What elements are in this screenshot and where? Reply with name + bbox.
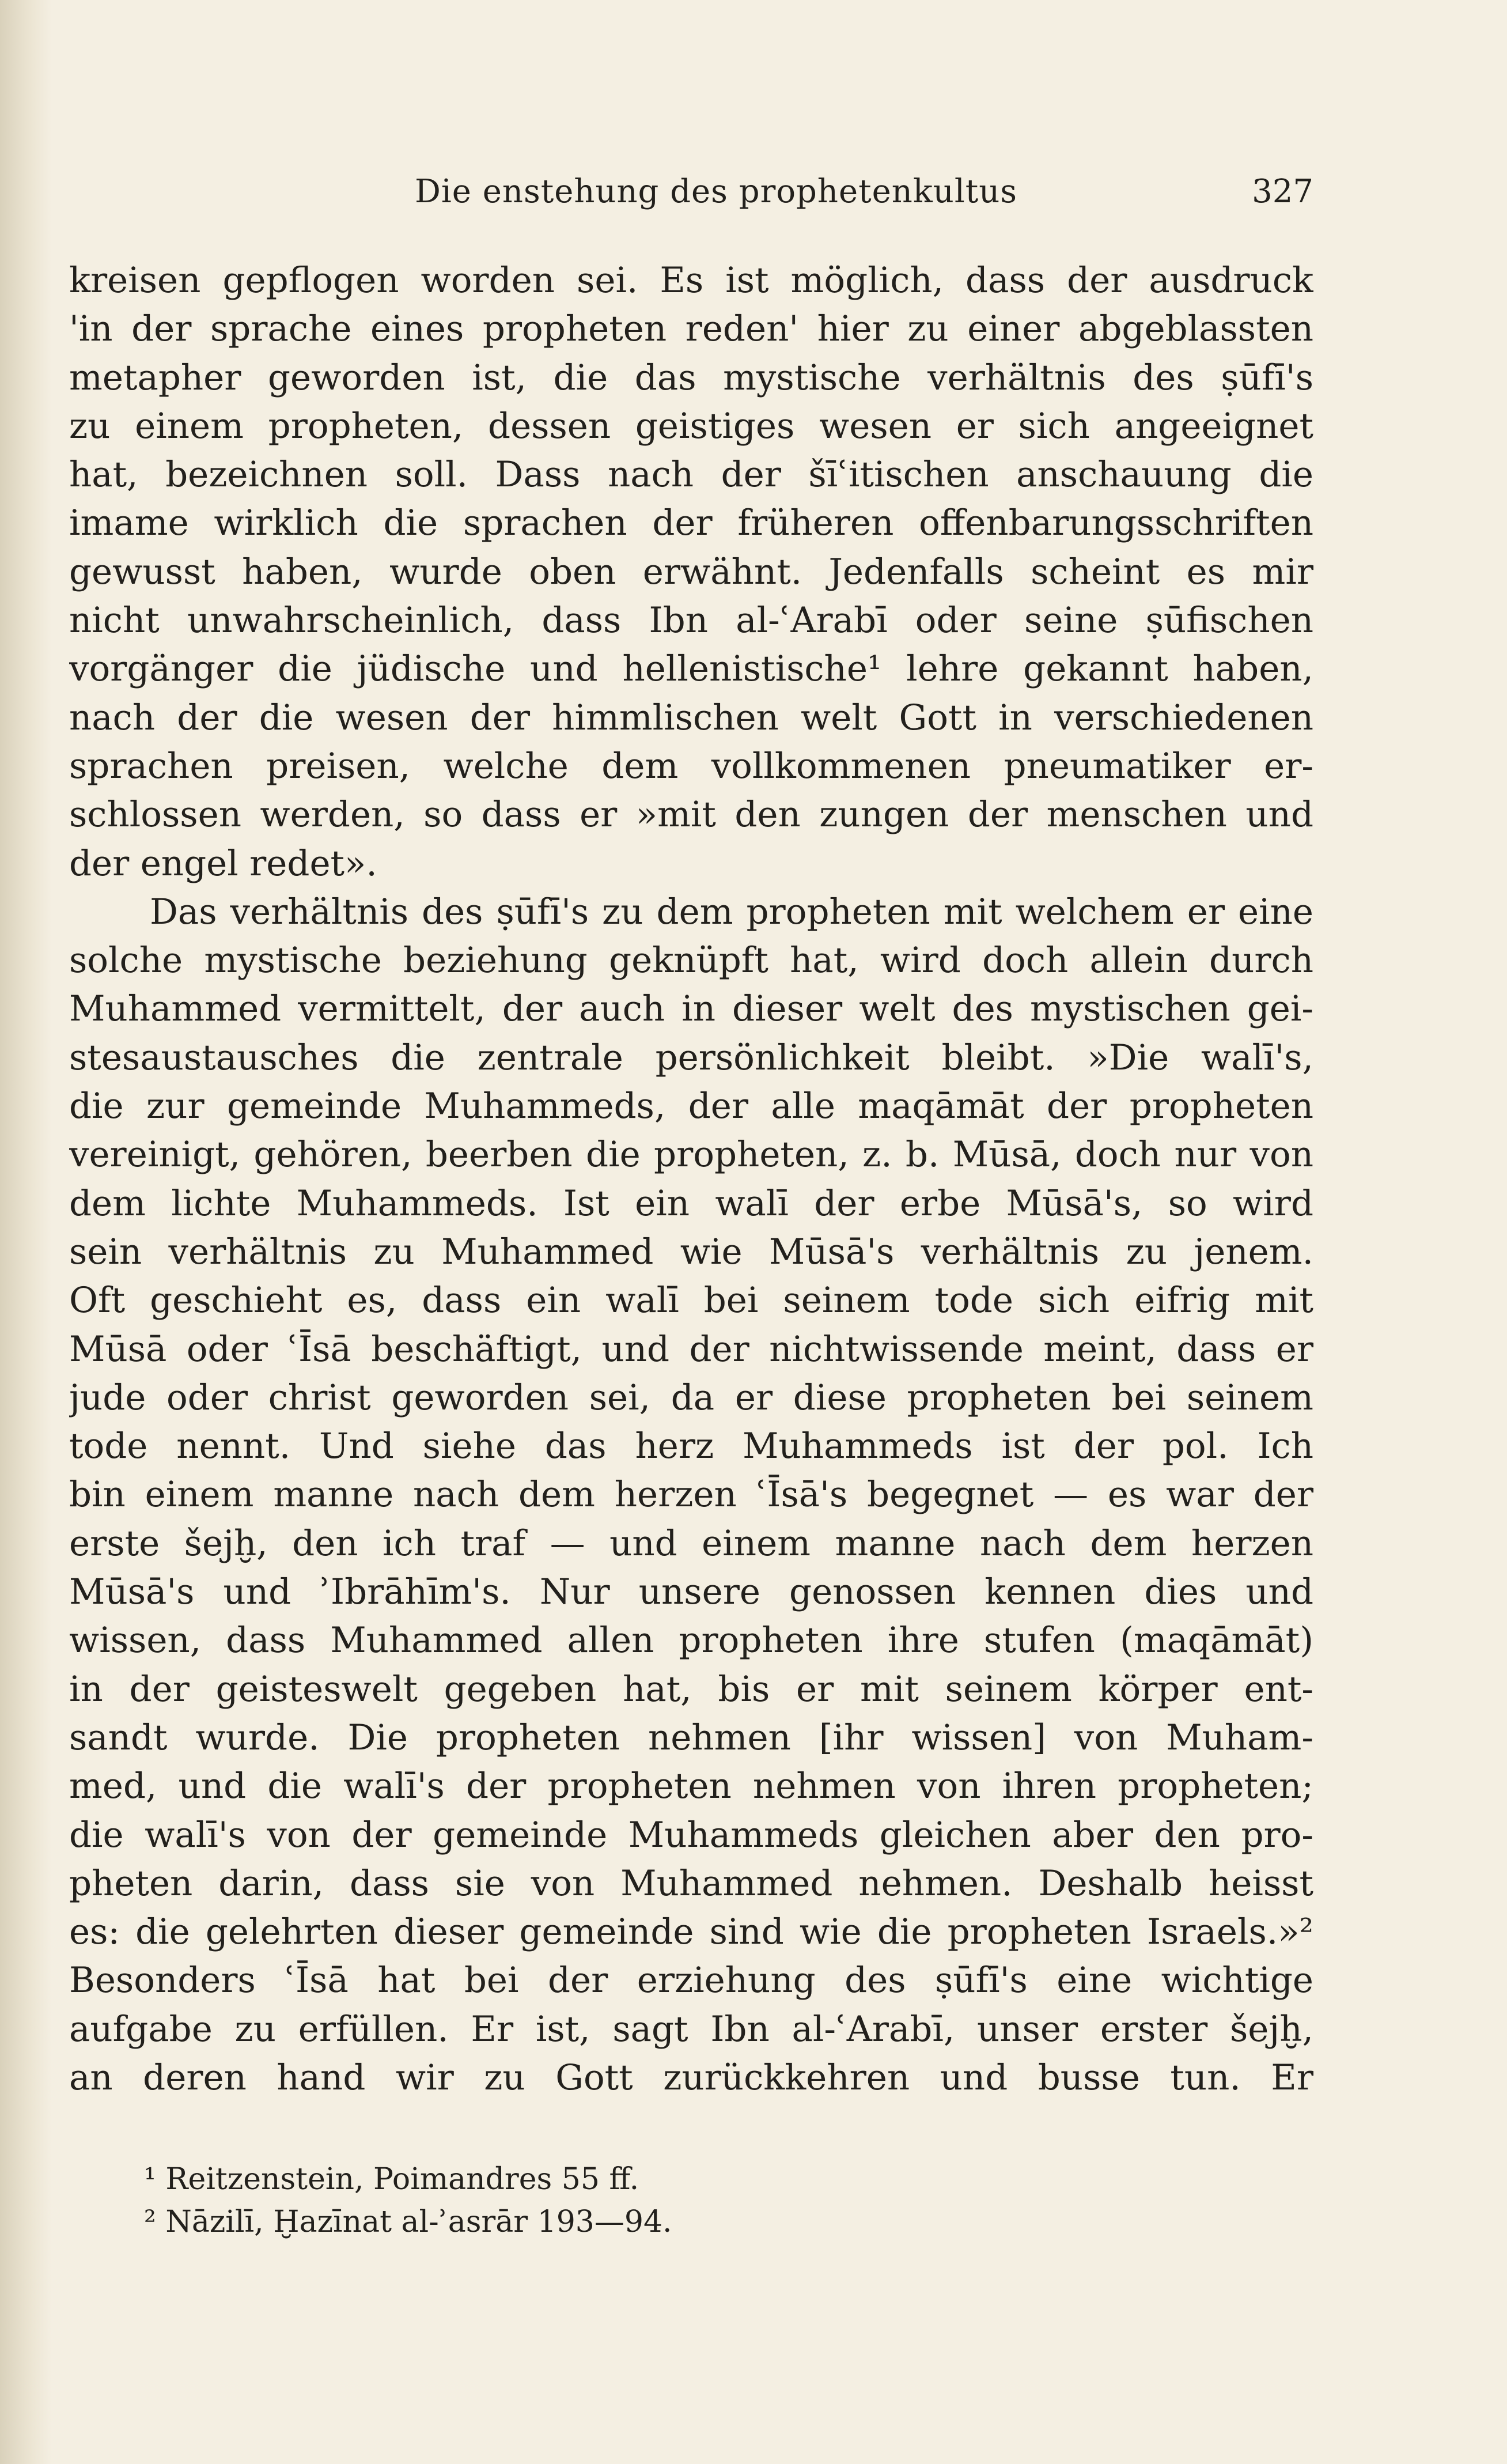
text-line: Das verhältnis des ṣūfī's zu dem propheten mit welchem er eine	[150, 891, 1313, 932]
text-line: Besonders ʿĪsā hat bei der erziehung des ṣūfī's eine wichtige	[69, 1960, 1313, 2001]
text-line: stesaustausches die zentrale persönlichkeit bleibt. »Die walī's,	[69, 1037, 1313, 1078]
page-edge-shadow	[0, 0, 52, 2464]
text-line: zu einem propheten, dessen geistiges wesen er sich angeeignet	[69, 405, 1313, 447]
body-text	[69, 256, 1313, 2102]
text-line: sprachen preisen, welche dem vollkommenen pneumatiker er-	[69, 745, 1313, 787]
text-line: imame wirklich die sprachen der früheren offenbarungsschriften	[69, 502, 1313, 544]
text-line: dem lichte Muhammeds. Ist ein walī der erbe Mūsā's, so wird	[69, 1182, 1313, 1224]
text-line: wissen, dass Muhammed allen propheten ihre stufen (maqāmāt)	[69, 1620, 1313, 1661]
text-line: sein verhältnis zu Muhammed wie Mūsā's verhältnis zu jenem.	[69, 1231, 1313, 1272]
text-line: hat, bezeichnen soll. Dass nach der šīʿitischen anschauung die	[69, 454, 1313, 496]
text-line: vereinigt, gehören, beerben die propheten, z. b. Mūsā, doch nur von	[69, 1134, 1313, 1176]
text-line: erste šejḫ, den ich traf — und einem manne nach dem herzen	[69, 1522, 1313, 1564]
text-line: in der geisteswelt gegeben hat, bis er mit seinem körper ent-	[69, 1668, 1313, 1710]
text-line: an deren hand wir zu Gott zurückkehren und busse tun. Er	[69, 2057, 1313, 2098]
text-line: gewusst haben, wurde oben erwähnt. Jedenfalls scheint es mir	[69, 551, 1313, 592]
text-line: 'in der sprache eines propheten reden' hier zu einer abgeblassten	[69, 308, 1313, 350]
text-line: es: die gelehrten dieser gemeinde sind wie die propheten Israels.»²	[69, 1911, 1313, 1953]
text-line: aufgabe zu erfüllen. Er ist, sagt Ibn al-ʿArabī, unser erster šejḫ,	[69, 2008, 1313, 2050]
footnote-2: ² Nāzilī, Ḫazīnat al-ʾasrār 193—94.	[144, 2205, 672, 2239]
text-line: die walī's von der gemeinde Muhammeds gleichen aber den pro-	[69, 1814, 1313, 1855]
text-line: Muhammed vermittelt, der auch in dieser welt des mystischen gei-	[69, 988, 1313, 1030]
text-line: jude oder christ geworden sei, da er diese propheten bei seinem	[69, 1377, 1313, 1418]
text-line: vorgänger die jüdische und hellenistische¹ lehre gekannt haben,	[69, 648, 1313, 690]
text-line: tode nennt. Und siehe das herz Muhammeds ist der pol. Ich	[69, 1426, 1313, 1467]
text-line: med, und die walī's der propheten nehmen von ihren propheten;	[69, 1766, 1313, 1807]
footnotes	[144, 2158, 1181, 2243]
text-line: Mūsā's und ʾIbrāhīm's. Nur unsere genossen kennen dies und	[69, 1571, 1313, 1613]
text-line: der engel redet».	[69, 842, 377, 884]
running-title: Die enstehung des prophetenkultus	[415, 173, 1018, 210]
text-line: sandt wurde. Die propheten nehmen [ihr wissen] von Muham-	[69, 1717, 1313, 1758]
text-line: die zur gemeinde Muhammeds, der alle maqāmāt der propheten	[69, 1086, 1313, 1127]
text-line: Mūsā oder ʿĪsā beschäftigt, und der nichtwissende meint, dass er	[69, 1328, 1313, 1370]
text-line: nicht unwahrscheinlich, dass Ibn al-ʿArabī oder seine ṣūfischen	[69, 600, 1313, 641]
text-line: metapher geworden ist, die das mystische verhältnis des ṣūfī's	[69, 357, 1313, 398]
footnote-1: ¹ Reitzenstein, Poimandres 55 ff.	[144, 2162, 639, 2197]
text-line: kreisen gepflogen worden sei. Es ist möglich, dass der ausdruck	[69, 260, 1313, 301]
text-line: bin einem manne nach dem herzen ʿĪsā's begegnet — es war der	[69, 1474, 1313, 1516]
running-header	[69, 173, 1313, 219]
text-line: solche mystische beziehung geknüpft hat, wird doch allein durch	[69, 940, 1313, 981]
text-line: nach der die wesen der himmlischen welt Gott in verschiedenen	[69, 697, 1313, 738]
text-line: Oft geschieht es, dass ein walī bei seinem tode sich eifrig mit	[69, 1280, 1313, 1321]
page-number: 327	[1252, 173, 1313, 210]
text-line: pheten darin, dass sie von Muhammed nehmen. Deshalb heisst	[69, 1862, 1313, 1904]
text-line: schlossen werden, so dass er »mit den zungen der menschen und	[69, 794, 1313, 836]
